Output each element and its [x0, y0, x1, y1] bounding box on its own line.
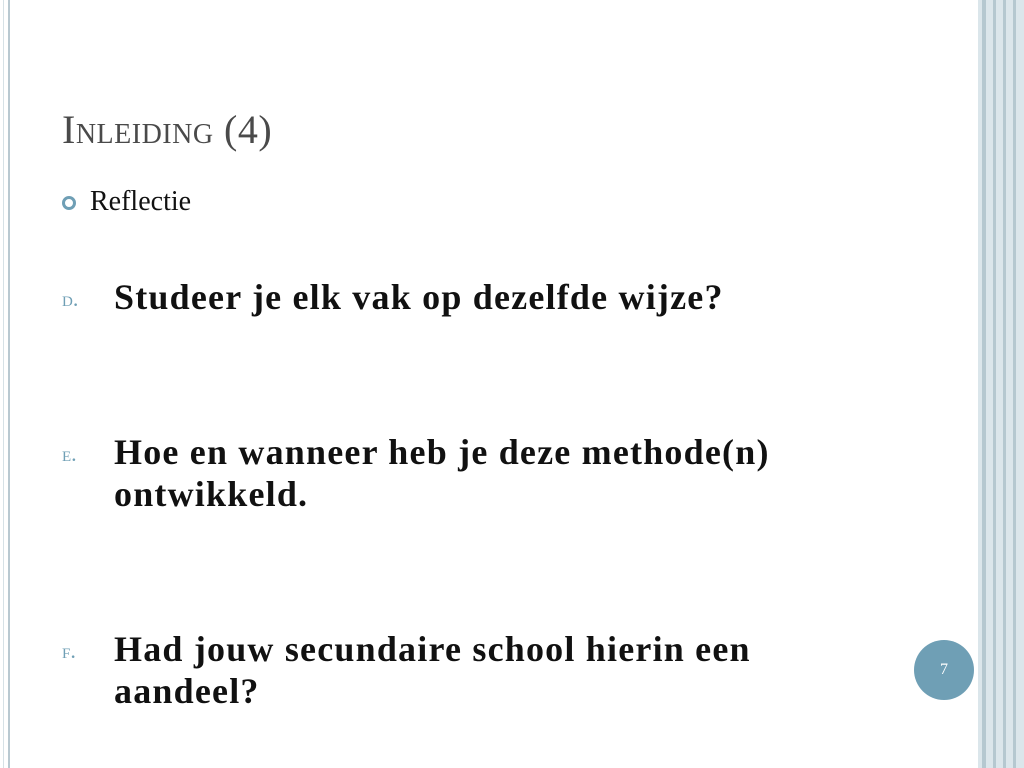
question-item	[62, 628, 904, 712]
right-border-stripe	[1013, 0, 1016, 768]
right-border-stripe	[993, 0, 996, 768]
question-marker: f.	[62, 638, 76, 663]
question-marker: e.	[62, 441, 77, 466]
question-item	[62, 276, 904, 318]
question-item	[62, 431, 904, 515]
ring-bullet-icon	[62, 196, 76, 210]
question-text: Had jouw secundaire school hierin een aandeel?	[114, 629, 751, 711]
right-border-stripe	[982, 0, 986, 768]
left-border-line	[3, 0, 4, 768]
slide-title: Inleiding (4)	[62, 107, 273, 152]
question-marker: d.	[62, 286, 79, 311]
left-border-line	[8, 0, 10, 768]
bullet-text: Reflectie	[90, 186, 192, 217]
page-number-badge: 7	[914, 640, 974, 700]
right-border-stripe	[1003, 0, 1006, 768]
question-text: Hoe en wanneer heb je deze methode(n) ontwikkeld.	[114, 432, 770, 514]
bullet-item	[62, 186, 191, 218]
question-text: Studeer je elk vak op dezelfde wijze?	[114, 277, 724, 317]
